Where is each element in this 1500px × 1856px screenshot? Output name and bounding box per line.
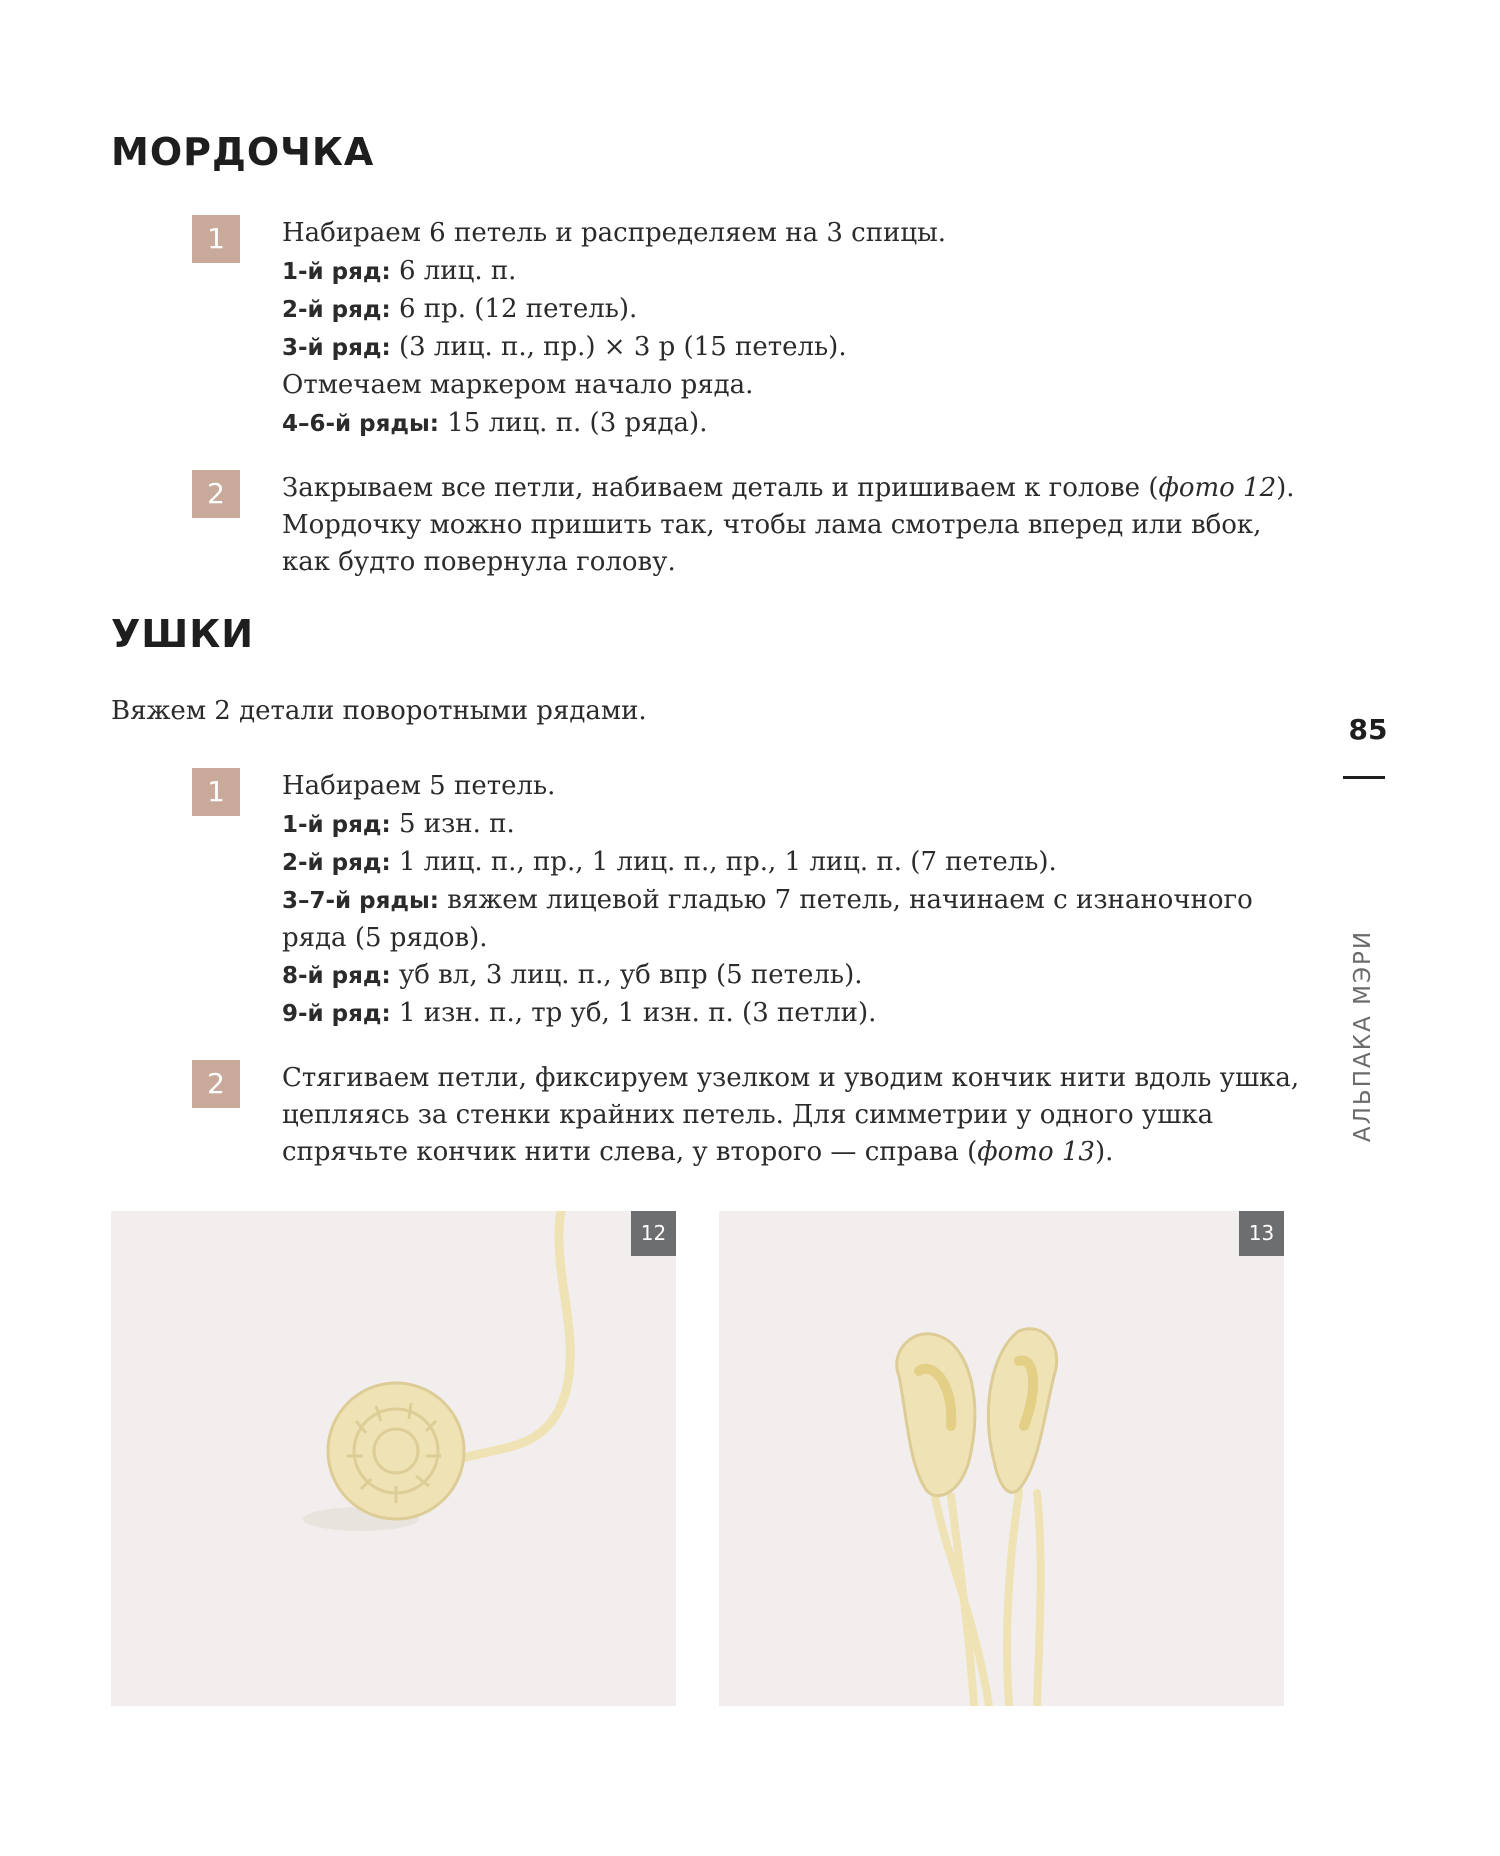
page-number-divider [1343,776,1385,779]
instruction-line: Набираем 5 петель. [282,771,556,801]
section-title-muzzle: МОРДОЧКА [111,130,375,174]
instruction-line: 9-й ряд: 1 изн. п., тр уб, 1 изн. п. (3 петли). [282,998,877,1028]
row-label: 8-й ряд: [282,963,391,989]
photo-13 [719,1211,1284,1706]
row-label: 2-й ряд: [282,297,391,323]
instruction-line: 3-й ряд: (3 лиц. п., пр.) × 3 р (15 петель). [282,332,847,362]
row-label: 1-й ряд: [282,812,391,838]
knitted-ball-icon [111,1211,676,1706]
instruction-paragraph: Стягиваем петли, фиксируем узелком и уводим кончик нити вдоль ушка, цепляясь за стенки крайних петель. Для симметрии у одного ушка спрячьте кончик нити слева, у второго — справа (фото 13). [282,1063,1300,1167]
instruction-line: 1-й ряд: 6 лиц. п. [282,256,517,286]
instruction-line: 2-й ряд: 6 пр. (12 петель). [282,294,638,324]
page-number: 85 [1348,713,1388,746]
row-label: 3-й ряд: [282,335,391,361]
instruction-line: Набираем 6 петель и распределяем на 3 спицы. [282,218,947,248]
photo-reference: фото 13 [977,1137,1095,1167]
step-text [282,470,1312,581]
instruction-line: Отмечаем маркером начало ряда. [282,370,754,400]
step-number-badge: 2 [192,1060,240,1108]
step-number-badge: 1 [192,215,240,263]
row-label: 1-й ряд: [282,259,391,285]
step-text [282,768,1312,1033]
instruction-line: 3–7-й ряды: вяжем лицевой гладью 7 петель, начинаем с изнаночного ряда (5 рядов). [282,885,1253,953]
running-head: АЛЬПАКА МЭРИ [1350,929,1376,1143]
row-label: 3–7-й ряды: [282,888,439,914]
step-text [282,1060,1312,1171]
photo-number-badge: 12 [631,1211,676,1256]
instruction-line: 8-й ряд: уб вл, 3 лиц. п., уб впр (5 петель). [282,960,863,990]
instruction-line: 4–6-й ряды: 15 лиц. п. (3 ряда). [282,408,708,438]
photo-12 [111,1211,676,1706]
step-text [282,215,1312,443]
row-label: 4–6-й ряды: [282,411,439,437]
instruction-line: 2-й ряд: 1 лиц. п., пр., 1 лиц. п., пр., 1 лиц. п. (7 петель). [282,847,1057,877]
instruction-line: 1-й ряд: 5 изн. п. [282,809,515,839]
step-number-badge: 1 [192,768,240,816]
ears-intro: Вяжем 2 детали поворотными рядами. [111,696,647,726]
instruction-paragraph: Закрываем все петли, набиваем деталь и пришиваем к голове (фото 12). Мордочку можно пришить так, чтобы лама смотрела вперед или вбок, как будто повернула голову. [282,473,1295,577]
knitted-ears-icon [719,1211,1284,1706]
section-title-ears: УШКИ [111,612,255,656]
row-label: 9-й ряд: [282,1001,391,1027]
step-number-badge: 2 [192,470,240,518]
row-label: 2-й ряд: [282,850,391,876]
photo-reference: фото 12 [1158,473,1277,503]
photo-number-badge: 13 [1239,1211,1284,1256]
